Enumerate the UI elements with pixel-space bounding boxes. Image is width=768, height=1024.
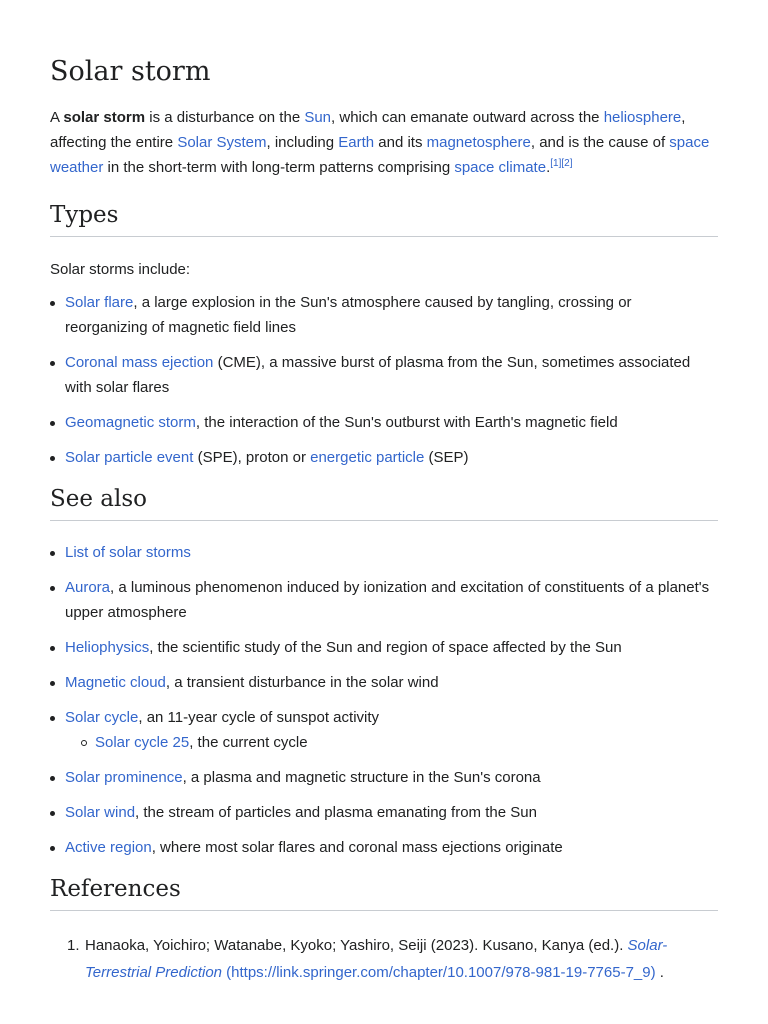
link-sun[interactable]: Sun (304, 109, 332, 126)
link-solar-prominence[interactable]: Solar prominence (65, 769, 183, 786)
item-text: (CME), a massive burst of plasma from the Sun, sometimes associated with solar flares (65, 354, 691, 396)
link-coronal-mass-ejection[interactable]: Coronal mass ejection (65, 354, 214, 371)
intro-text: and its (374, 134, 427, 151)
types-list (50, 290, 718, 480)
intro-bold-term: solar storm (63, 109, 146, 126)
list-item (50, 705, 718, 755)
item-text: , a large explosion in the Sun's atmosphere caused by tangling, crossing or reorganizing of magnetic field lines (65, 294, 632, 336)
item-text: (SEP) (424, 449, 469, 466)
references-list (50, 932, 718, 986)
reference-item (50, 932, 718, 986)
list-item (50, 410, 718, 435)
link-list-of-solar-storms[interactable]: List of solar storms (65, 544, 191, 561)
list-item (50, 635, 718, 660)
reference-url-link[interactable]: (https://link.springer.com/chapter/10.1007/978-981-19-7765-7_9) (226, 964, 656, 981)
sub-list (65, 730, 718, 755)
section-heading-types: Types (50, 202, 718, 237)
citation-2[interactable]: [2] (561, 158, 573, 169)
link-space-weather[interactable]: space weather (50, 134, 710, 176)
see-also-list (50, 540, 718, 870)
types-lead: Solar storms include: (50, 261, 191, 278)
list-item (50, 540, 718, 565)
item-text: , a transient disturbance in the solar wind (165, 674, 439, 691)
sub-list-item (65, 730, 718, 755)
item-text: , where most solar flares and coronal mass ejections originate (151, 839, 563, 856)
list-item (50, 350, 718, 400)
intro-text: in the short-term with long-term patterns comprising (103, 159, 455, 176)
list-item (50, 765, 718, 790)
intro-text: , which can emanate outward across the (331, 109, 604, 126)
list-item (50, 445, 718, 470)
section-heading-see-also: See also (50, 486, 718, 521)
link-space-climate[interactable]: space climate (454, 159, 547, 176)
link-earth[interactable]: Earth (338, 134, 375, 151)
intro-text: . (546, 159, 551, 176)
intro-text: , affecting the entire (50, 109, 686, 151)
link-solar-cycle-25[interactable]: Solar cycle 25 (95, 734, 190, 751)
item-text: , the current cycle (189, 734, 308, 751)
link-energetic-particle[interactable]: energetic particle (310, 449, 425, 466)
item-text: , a plasma and magnetic structure in the Sun's corona (182, 769, 541, 786)
item-text: (SPE), proton or (193, 449, 311, 466)
link-solar-system[interactable]: Solar System (177, 134, 267, 151)
item-text: , a luminous phenomenon induced by ionization and excitation of constituents of a planet's upper atmosphere (65, 579, 710, 621)
link-solar-flare[interactable]: Solar flare (65, 294, 134, 311)
link-active-region[interactable]: Active region (65, 839, 152, 856)
item-text: , the scientific study of the Sun and region of space affected by the Sun (149, 639, 622, 656)
list-item (50, 290, 718, 340)
intro-text: , including (266, 134, 339, 151)
intro-text: , and is the cause of (530, 134, 670, 151)
intro-text: is a disturbance on the (145, 109, 305, 126)
list-item (50, 670, 718, 695)
list-item (50, 575, 718, 625)
list-item (50, 835, 718, 860)
link-heliophysics[interactable]: Heliophysics (65, 639, 150, 656)
link-solar-wind[interactable]: Solar wind (65, 804, 136, 821)
item-text: , the interaction of the Sun's outburst with Earth's magnetic field (195, 414, 618, 431)
intro-text: A (50, 109, 64, 126)
link-magnetosphere[interactable]: magnetosphere (426, 134, 531, 151)
link-solar-cycle[interactable]: Solar cycle (65, 709, 139, 726)
link-aurora[interactable]: Aurora (65, 579, 111, 596)
reference-tail: . (655, 964, 664, 981)
link-solar-particle-event[interactable]: Solar particle event (65, 449, 194, 466)
list-item (50, 800, 718, 825)
link-geomagnetic-storm[interactable]: Geomagnetic storm (65, 414, 196, 431)
section-heading-references: References (50, 876, 718, 911)
link-magnetic-cloud[interactable]: Magnetic cloud (65, 674, 166, 691)
item-text: , the stream of particles and plasma emanating from the Sun (135, 804, 537, 821)
reference-authors: Hanaoka, Yoichiro; Watanabe, Kyoko; Yashiro, Seiji (2023). Kusano, Kanya (ed.). (85, 937, 628, 954)
link-heliosphere[interactable]: heliosphere (603, 109, 682, 126)
reference-number: 1. (67, 937, 80, 954)
item-text: , an 11-year cycle of sunspot activity (138, 709, 380, 726)
page-title: Solar storm (50, 56, 211, 87)
intro-paragraph (50, 105, 718, 180)
reference-title-link[interactable]: Solar-Terrestrial Prediction (85, 937, 668, 981)
citation-1[interactable]: [1] (550, 158, 562, 169)
